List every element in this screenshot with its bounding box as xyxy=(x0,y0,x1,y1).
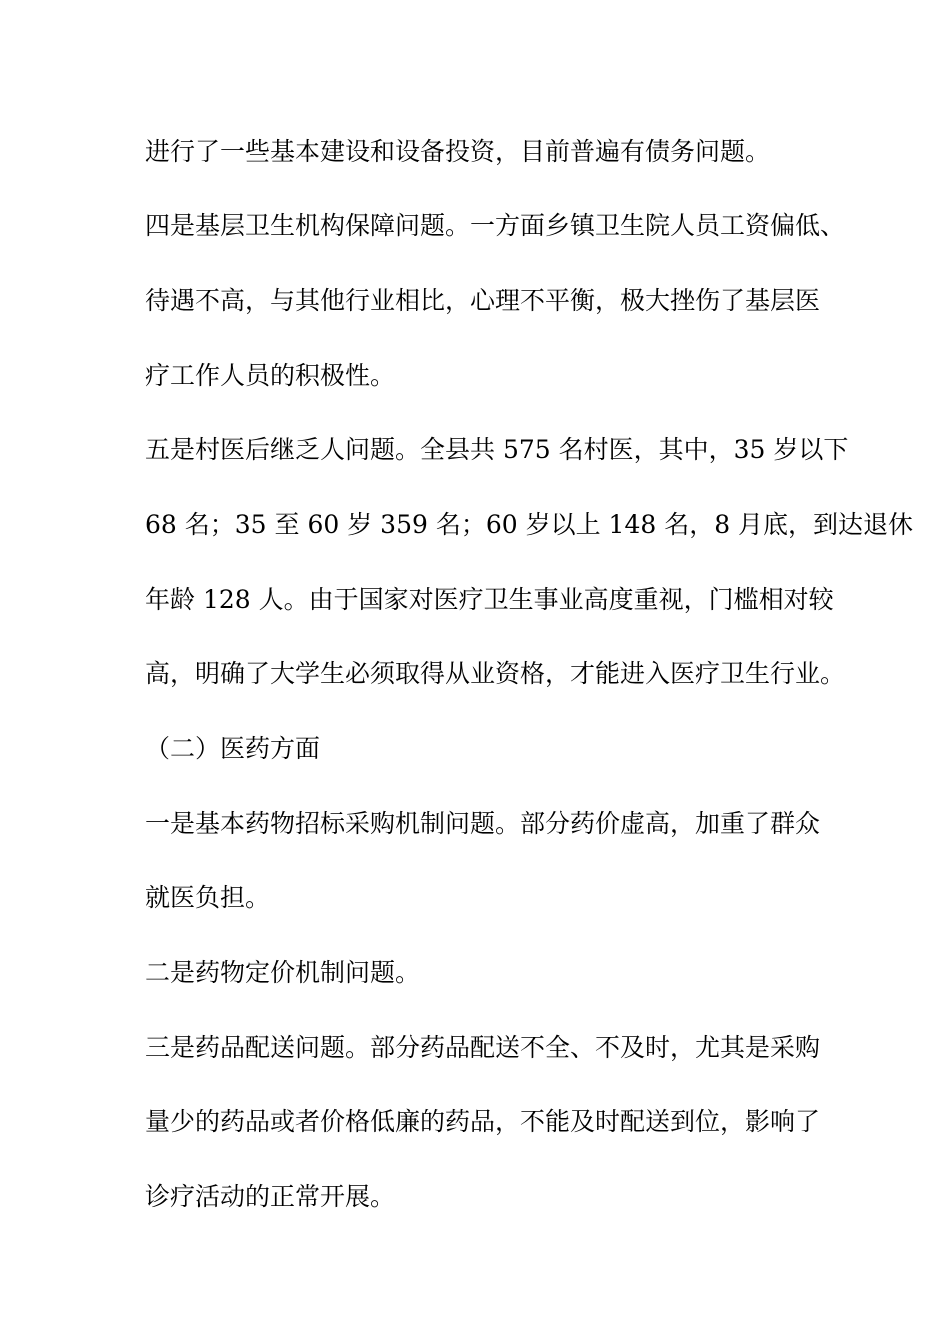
paragraph-line: 五是村医后继乏人问题。全县共 575 名村医，其中，35 岁以下 xyxy=(145,435,849,464)
paragraph-line: 疗工作人员的积极性。 xyxy=(145,361,396,390)
paragraph-line: 诊疗活动的正常开展。 xyxy=(145,1182,396,1211)
paragraph-line: 二是药物定价机制问题。 xyxy=(145,958,421,987)
paragraph-line: 高，明确了大学生必须取得从业资格，才能进入医疗卫生行业。 xyxy=(145,659,846,688)
paragraph-line: 量少的药品或者价格低廉的药品，不能及时配送到位，影响了 xyxy=(145,1107,821,1136)
section-heading: （二）医药方面 xyxy=(145,734,321,763)
paragraph-line: 年龄 128 人。由于国家对医疗卫生事业高度重视，门槛相对较 xyxy=(145,585,834,614)
paragraph-line: 进行了一些基本建设和设备投资，目前普遍有债务问题。 xyxy=(145,137,771,166)
paragraph-line: 一是基本药物招标采购机制问题。部分药价虚高，加重了群众 xyxy=(145,809,821,838)
paragraph-line: 待遇不高，与其他行业相比，心理不平衡，极大挫伤了基层医 xyxy=(145,286,821,315)
paragraph-line: 68 名；35 至 60 岁 359 名；60 岁以上 148 名，8 月底，到达退休 xyxy=(145,510,914,539)
paragraph-line: 三是药品配送问题。部分药品配送不全、不及时，尤其是采购 xyxy=(145,1033,821,1062)
paragraph-line: 四是基层卫生机构保障问题。一方面乡镇卫生院人员工资偏低、 xyxy=(145,211,846,240)
paragraph-line: 就医负担。 xyxy=(145,883,271,912)
